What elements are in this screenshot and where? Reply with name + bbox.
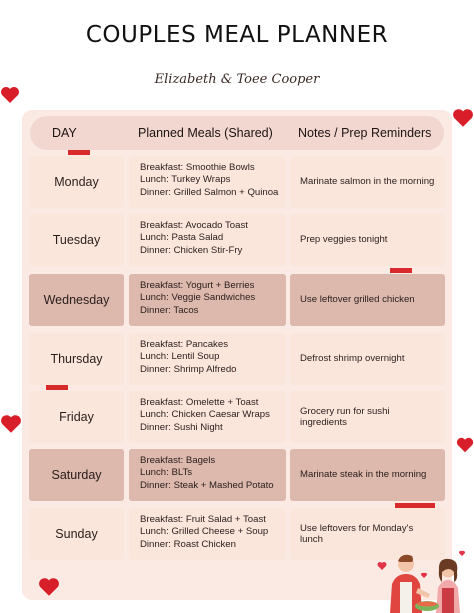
heart-icon [0,86,20,104]
header-notes: Notes / Prep Reminders [298,126,432,140]
notes-cell: Use leftovers for Monday's lunch [290,508,445,560]
breakfast-text: Breakfast: Yogurt + Berries [140,280,255,291]
table-row-tuesday [29,214,445,266]
meals-cell [129,333,286,385]
notes-cell: Marinate steak in the morning [290,449,445,501]
day-cell: Friday [29,391,124,443]
day-cell: Sunday [29,508,124,560]
subtitle-names: Elizabeth & Toee Cooper [154,72,320,87]
breakfast-text: Breakfast: Omelette + Toast [140,397,259,408]
notes-cell: Prep veggies tonight [290,214,445,266]
day-cell: Thursday [29,333,124,385]
heart-icon [0,414,22,434]
breakfast-text: Breakfast: Bagels [140,455,216,466]
dinner-text: Dinner: Chicken Stir-Fry [140,244,243,256]
dinner-text: Dinner: Sushi Night [140,421,223,433]
accent-tab [395,503,435,508]
lunch-text: Lunch: Lentil Soup [140,351,220,363]
dinner-text: Dinner: Tacos [140,304,199,316]
breakfast-text: Breakfast: Pancakes [140,339,228,350]
table-row-saturday [29,449,445,501]
meals-cell [129,508,286,560]
lunch-text: Lunch: Pasta Salad [140,232,224,244]
lunch-text: Lunch: Chicken Caesar Wraps [140,409,270,421]
table-row-monday [29,156,445,208]
dinner-text: Dinner: Grilled Salmon + Quinoa [140,186,279,198]
heart-icon [38,577,60,597]
meals-cell [129,214,286,266]
dinner-text: Dinner: Shrimp Alfredo [140,363,237,375]
day-cell: Wednesday [29,274,124,326]
lunch-text: Lunch: Grilled Cheese + Soup [140,526,269,538]
breakfast-text: Breakfast: Avocado Toast [140,220,248,231]
table-row-thursday [29,333,445,385]
couple-cooking-illustration [372,548,472,613]
day-cell: Tuesday [29,214,124,266]
lunch-text: Lunch: Turkey Wraps [140,174,231,186]
breakfast-text: Breakfast: Fruit Salad + Toast [140,514,266,525]
accent-tab [68,150,90,155]
accent-tab [46,385,68,390]
dinner-text: Dinner: Steak + Mashed Potato [140,479,274,491]
notes-cell: Defrost shrimp overnight [290,333,445,385]
meals-cell [129,274,286,326]
heart-icon [456,436,474,454]
table-header [30,116,444,150]
header-meals: Planned Meals (Shared) [138,126,273,140]
breakfast-text: Breakfast: Smoothie Bowls [140,162,255,173]
page-title: COUPLES MEAL PLANNER [85,22,389,48]
table-row-wednesday [29,274,445,326]
lunch-text: Lunch: BLTs [140,467,193,479]
day-cell: Monday [29,156,124,208]
day-cell: Saturday [29,449,124,501]
header-day: DAY [52,126,77,140]
table-row-friday [29,391,445,443]
dinner-text: Dinner: Roast Chicken [140,538,236,550]
notes-cell: Marinate salmon in the morning [290,156,445,208]
meals-cell [129,156,286,208]
accent-tab [390,268,412,273]
meals-cell [129,449,286,501]
meals-cell [129,391,286,443]
lunch-text: Lunch: Veggie Sandwiches [140,292,256,304]
heart-icon [452,108,474,128]
notes-cell: Use leftover grilled chicken [290,274,445,326]
notes-cell: Grocery run for sushi ingredients [290,391,445,443]
